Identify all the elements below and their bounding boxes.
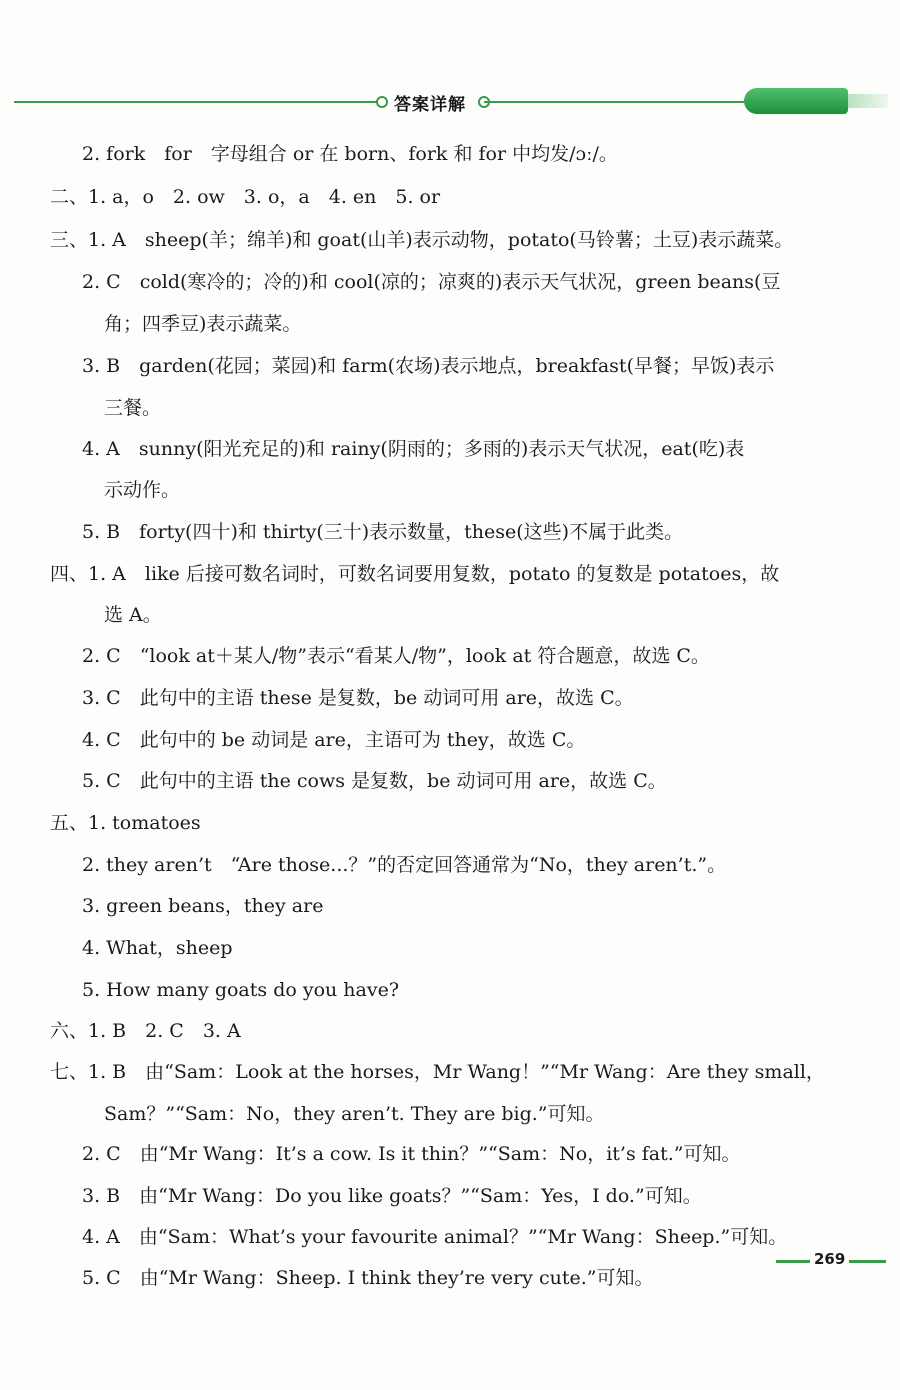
answer-line: 5. C 此句中的主语 the cows 是复数，be 动词可用 are，故选 C。: [82, 770, 667, 792]
header-dot-left: [376, 96, 388, 108]
answer-line: 示动作。: [104, 479, 181, 501]
answer-line: 5. How many goats do you have?: [82, 979, 400, 1001]
answer-line: 六、1. B 2. C 3. A: [50, 1020, 241, 1042]
answer-line: 5. C 由“Mr Wang：Sheep. I think they’re very cute.”可知。: [82, 1267, 654, 1289]
header-title: 答案详解: [394, 95, 466, 115]
header-rule-left: [14, 101, 378, 103]
answer-line: 3. B garden(花园；菜园)和 farm(农场)表示地点，breakfast(早餐；早饭)表示: [82, 355, 775, 377]
answer-line: 三餐。: [104, 397, 162, 419]
answer-line: 三、1. A sheep(羊；绵羊)和 goat(山羊)表示动物，potato(马铃薯；土豆)表示蔬菜。: [50, 229, 794, 251]
page-number-badge: [776, 1250, 886, 1272]
answer-line: 七、1. B 由“Sam：Look at the horses，Mr Wang！”“Mr Wang：Are they small，: [50, 1061, 825, 1083]
answer-line: 2. fork for 字母组合 or 在 born、fork 和 for 中均发/ɔː/。: [82, 143, 618, 165]
page-number: 269: [810, 1250, 849, 1268]
header-tab-fade: [848, 94, 888, 108]
answer-line: 角；四季豆)表示蔬菜。: [104, 313, 302, 335]
answer-line: 3. B 由“Mr Wang：Do you like goats？”“Sam：Yes，I do.”可知。: [82, 1185, 702, 1207]
answer-line: 2. C 由“Mr Wang：It’s a cow. Is it thin？”“Sam：No，it’s fat.”可知。: [82, 1143, 741, 1165]
answer-line: 5. B forty(四十)和 thirty(三十)表示数量，these(这些)不属于此类。: [82, 521, 684, 543]
answer-line: 二、1. a，o 2. ow 3. o，a 4. en 5. or: [50, 186, 441, 208]
answer-line: 四、1. A like 后接可数名词时，可数名词要用复数，potato 的复数是 potatoes，故: [50, 563, 780, 585]
answer-line: 选 A。: [104, 604, 162, 626]
answer-line: 五、1. tomatoes: [50, 812, 201, 834]
answer-line: 2. C cold(寒冷的；冷的)和 cool(凉的；凉爽的)表示天气状况，green beans(豆: [82, 271, 781, 293]
answer-line: 2. C “look at＋某人/物”表示“看某人/物”，look at 符合题意，故选 C。: [82, 645, 710, 667]
header-green-tab: [744, 88, 848, 114]
answer-line: 4. A 由“Sam：What’s your favourite animal？”“Mr Wang：Sheep.”可知。: [82, 1226, 788, 1248]
answer-line: 3. green beans，they are: [82, 895, 324, 917]
page-header: [0, 84, 900, 120]
answer-line: 3. C 此句中的主语 these 是复数，be 动词可用 are，故选 C。: [82, 687, 634, 709]
answer-line: 4. C 此句中的 be 动词是 are，主语可为 they，故选 C。: [82, 729, 586, 751]
answer-line: 4. What，sheep: [82, 937, 233, 959]
answer-line: 4. A sunny(阳光充足的)和 rainy(阴雨的；多雨的)表示天气状况，eat(吃)表: [82, 438, 745, 460]
answer-line: 2. they aren’t “Are those...？”的否定回答通常为“No，they aren’t.”。: [82, 854, 727, 876]
header-rule-right: [484, 101, 746, 103]
answer-line: Sam？”“Sam：No，they aren’t. They are big.”可知。: [104, 1103, 605, 1125]
